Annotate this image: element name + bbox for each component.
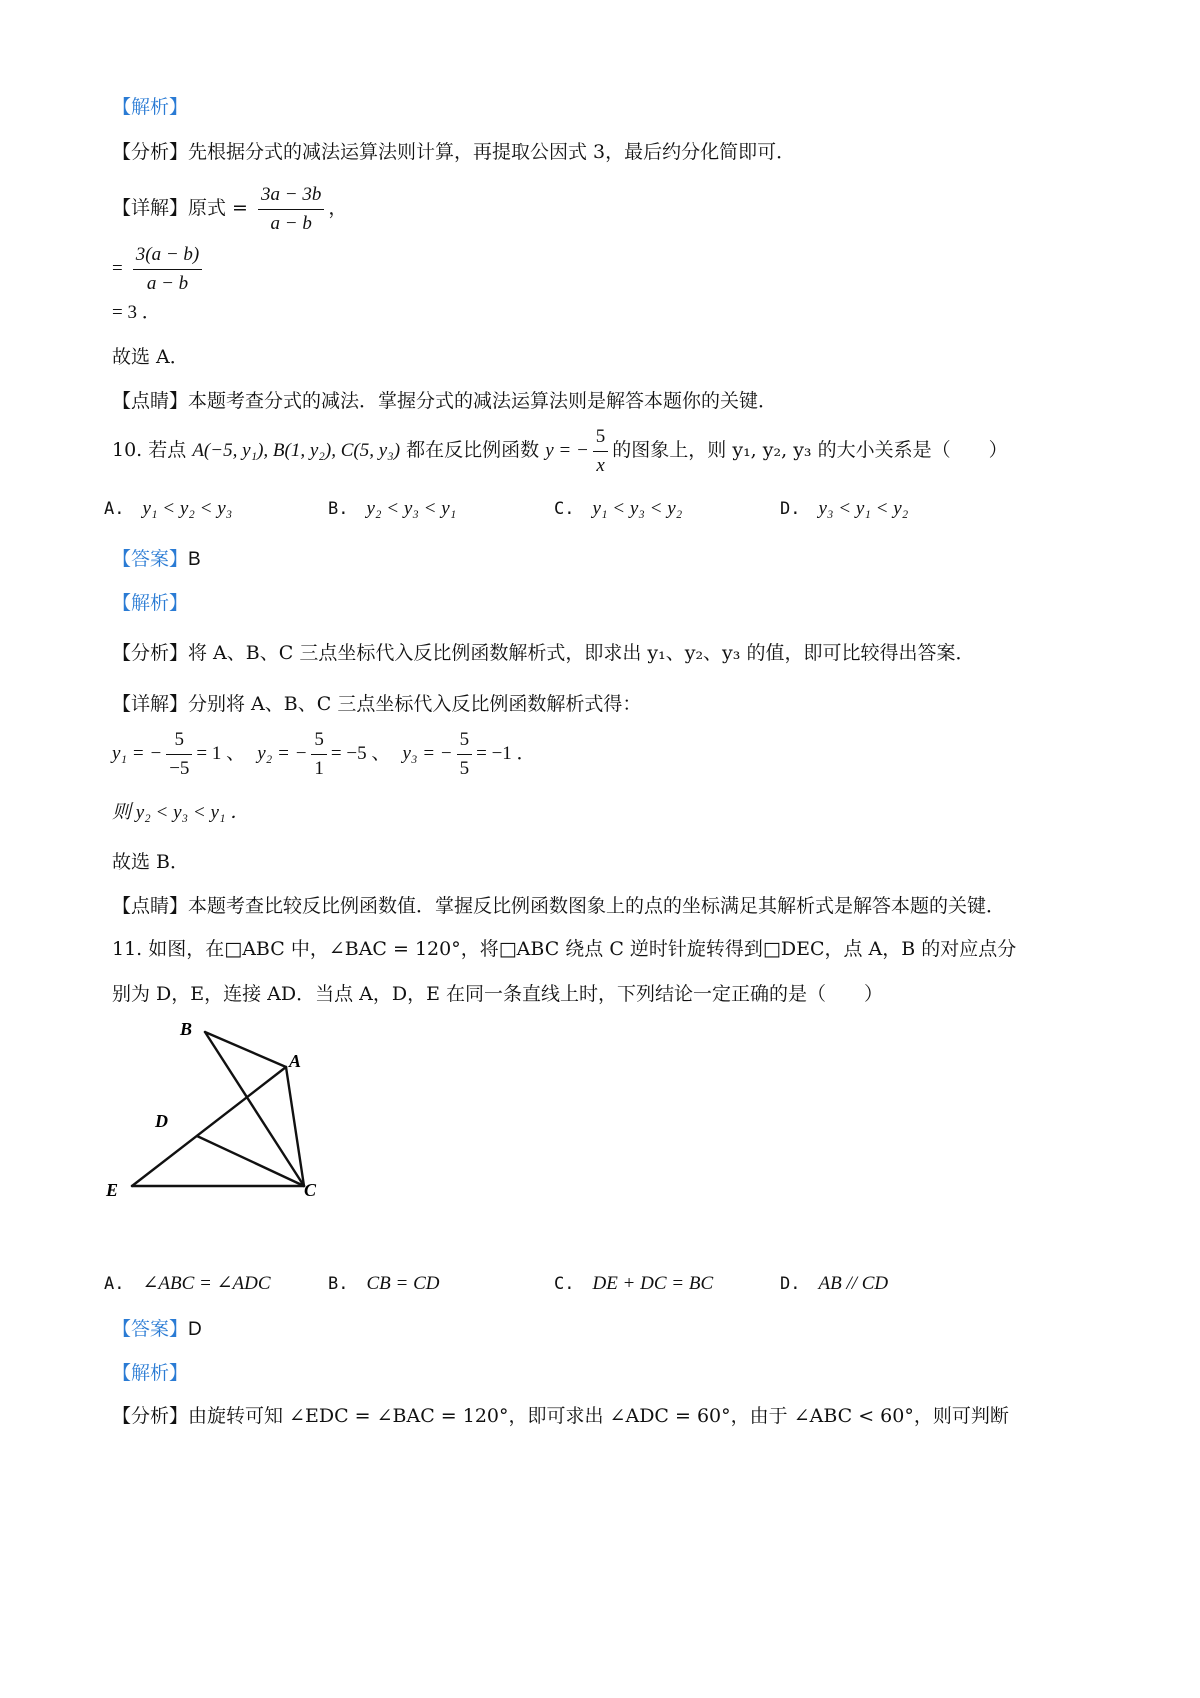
q10-option-b: B. y₂ < y₃ < y₁ [328, 498, 457, 519]
q9-eq3: = 3 ． [112, 302, 161, 323]
q9-frac1-denominator: a − b [270, 212, 312, 234]
q9-detail-line1 [112, 180, 347, 238]
q10-y2-lhs: y₂ = − [257, 743, 308, 764]
q9-frac2-numerator: 3(a − b) [133, 241, 202, 270]
label-E: E [106, 1180, 119, 1200]
q9-fenxi-label: 【分析】 [112, 141, 189, 163]
q10-func-fraction [593, 423, 609, 480]
q11-stem-line1: 11. 如图，在□ABC 中，∠BAC = 120°，将□ABC 绕点 C 逆时针旋转得到□DEC，点 A，B 的对应点分 [112, 938, 1017, 960]
q10-y1-rhs: = 1 、 [196, 743, 246, 764]
q9-detail-line2 [112, 240, 206, 298]
q10-analysis [112, 640, 974, 666]
q11-answer-value: D [188, 1319, 202, 1340]
q10-answer-value: B [188, 549, 201, 570]
q9-jiexi-label: 【解析】 [112, 96, 189, 118]
q11-answer [112, 1316, 202, 1343]
q10-func-numerator: 5 [593, 423, 609, 452]
q9-frac1-numerator: 3a − 3b [258, 181, 324, 210]
q10-dianjing [112, 893, 1005, 919]
q10-fenxi-text: 将 A、B、C 三点坐标代入反比例函数解析式，即求出 y₁、y₂、y₃ 的值，即可比较得出答案． [188, 642, 975, 664]
q11-answer-label: 【答案】 [112, 1318, 189, 1340]
q9-comma: ， [328, 197, 348, 219]
q10-points: A(−5, y₁), B(1, y₂), C(5, y₃) [192, 440, 401, 461]
q10-y1-lhs: y₁ = − [112, 743, 163, 764]
q9-dianjing-text: 本题考查分式的减法．掌握分式的减法运算法则是解答本题你的关键． [188, 390, 778, 412]
q9-fenxi-text: 先根据分式的减法运算法则计算，再提取公因式 3，最后约分化简即可． [188, 141, 796, 163]
q11-option-c: C. DE + DC = BC [554, 1273, 714, 1294]
q10-y3-lhs: y₃ = − [402, 743, 453, 764]
q10-xiangjie-label: 【详解】 [112, 693, 189, 715]
q10-jiexi-label: 【解析】 [112, 592, 189, 614]
q10-answer [112, 546, 201, 573]
q9-guxuan: 故选 A． [112, 346, 189, 368]
q11-fenxi-text: 由旋转可知 ∠EDC = ∠BAC = 120°，即可求出 ∠ADC = 60°，由于 ∠ABC < 60°，则可判断 [188, 1405, 1009, 1427]
q9-analysis [112, 139, 795, 165]
q10-func-lhs: y = − [545, 440, 589, 461]
q9-fraction-2 [133, 241, 202, 298]
q9-dianjing [112, 388, 777, 414]
q10-detail [112, 691, 641, 717]
q9-dianjing-label: 【点睛】 [112, 390, 189, 412]
q10-stem [112, 422, 1008, 480]
q10-stem-pre: 10. 若点 [112, 439, 187, 461]
q10-y2-fraction: $\frac{5}{1}$ [311, 726, 327, 783]
q11-jiexi-label: 【解析】 [112, 1362, 189, 1384]
q10-stem-post: 的图象上，则 y₁, y₂, y₃ 的大小关系是（ ） [612, 439, 1008, 461]
q10-answer-label: 【答案】 [112, 548, 189, 570]
q11-option-d: D. AB // CD [780, 1273, 889, 1294]
label-A: A [289, 1051, 302, 1071]
q9-xiangjie-text: 原式 = [188, 197, 248, 219]
q10-y3-rhs: = −1 ． [476, 743, 536, 764]
label-C: C [304, 1180, 317, 1200]
segment-AC [286, 1067, 304, 1186]
q10-fenxi-label: 【分析】 [112, 642, 189, 664]
q11-analysis [112, 1403, 1009, 1429]
q11-option-a: A. ∠ABC = ∠ADC [104, 1273, 271, 1294]
q10-option-c: C. y₁ < y₃ < y₂ [554, 498, 683, 519]
label-B: B [180, 1019, 193, 1039]
q11-stem-line2: 别为 D，E，连接 AD．当点 A，D，E 在同一条直线上时，下列结论一定正确的是（ ） [112, 983, 884, 1005]
q10-y2-rhs: = −5 、 [330, 743, 391, 764]
q10-ze: 则 y₂ < y₃ < y₁ ． [112, 802, 250, 823]
q9-fraction-1 [258, 181, 324, 238]
q9-xiangjie-label: 【详解】 [112, 197, 189, 219]
q9-eq2: = [112, 258, 123, 279]
q11-option-b: B. CB = CD [328, 1273, 440, 1294]
q10-stem-mid: 都在反比例函数 [406, 439, 540, 461]
q10-option-a: A. y₁ < y₂ < y₃ [104, 498, 233, 519]
q10-guxuan: 故选 B． [112, 851, 190, 873]
q10-xiangjie-text: 分别将 A、B、C 三点坐标代入反比例函数解析式得： [188, 693, 642, 715]
q10-calc [112, 723, 536, 784]
label-D: D [155, 1111, 168, 1131]
q9-frac2-denominator: a − b [146, 272, 189, 294]
q11-fenxi-label: 【分析】 [112, 1405, 189, 1427]
q11-geometry-figure [100, 1015, 340, 1205]
q10-func-denominator: x [596, 454, 605, 476]
q10-dianjing-text: 本题考查比较反比例函数值．掌握反比例函数图象上的点的坐标满足其解析式是解答本题的关键． [188, 895, 1006, 917]
q10-option-d: D. y₃ < y₁ < y₂ [780, 498, 909, 519]
q10-dianjing-label: 【点睛】 [112, 895, 189, 917]
q10-y3-fraction: $\frac{5}{5}$ [457, 726, 473, 783]
q10-y1-fraction: $\frac{5}{-5}$ [166, 726, 192, 783]
